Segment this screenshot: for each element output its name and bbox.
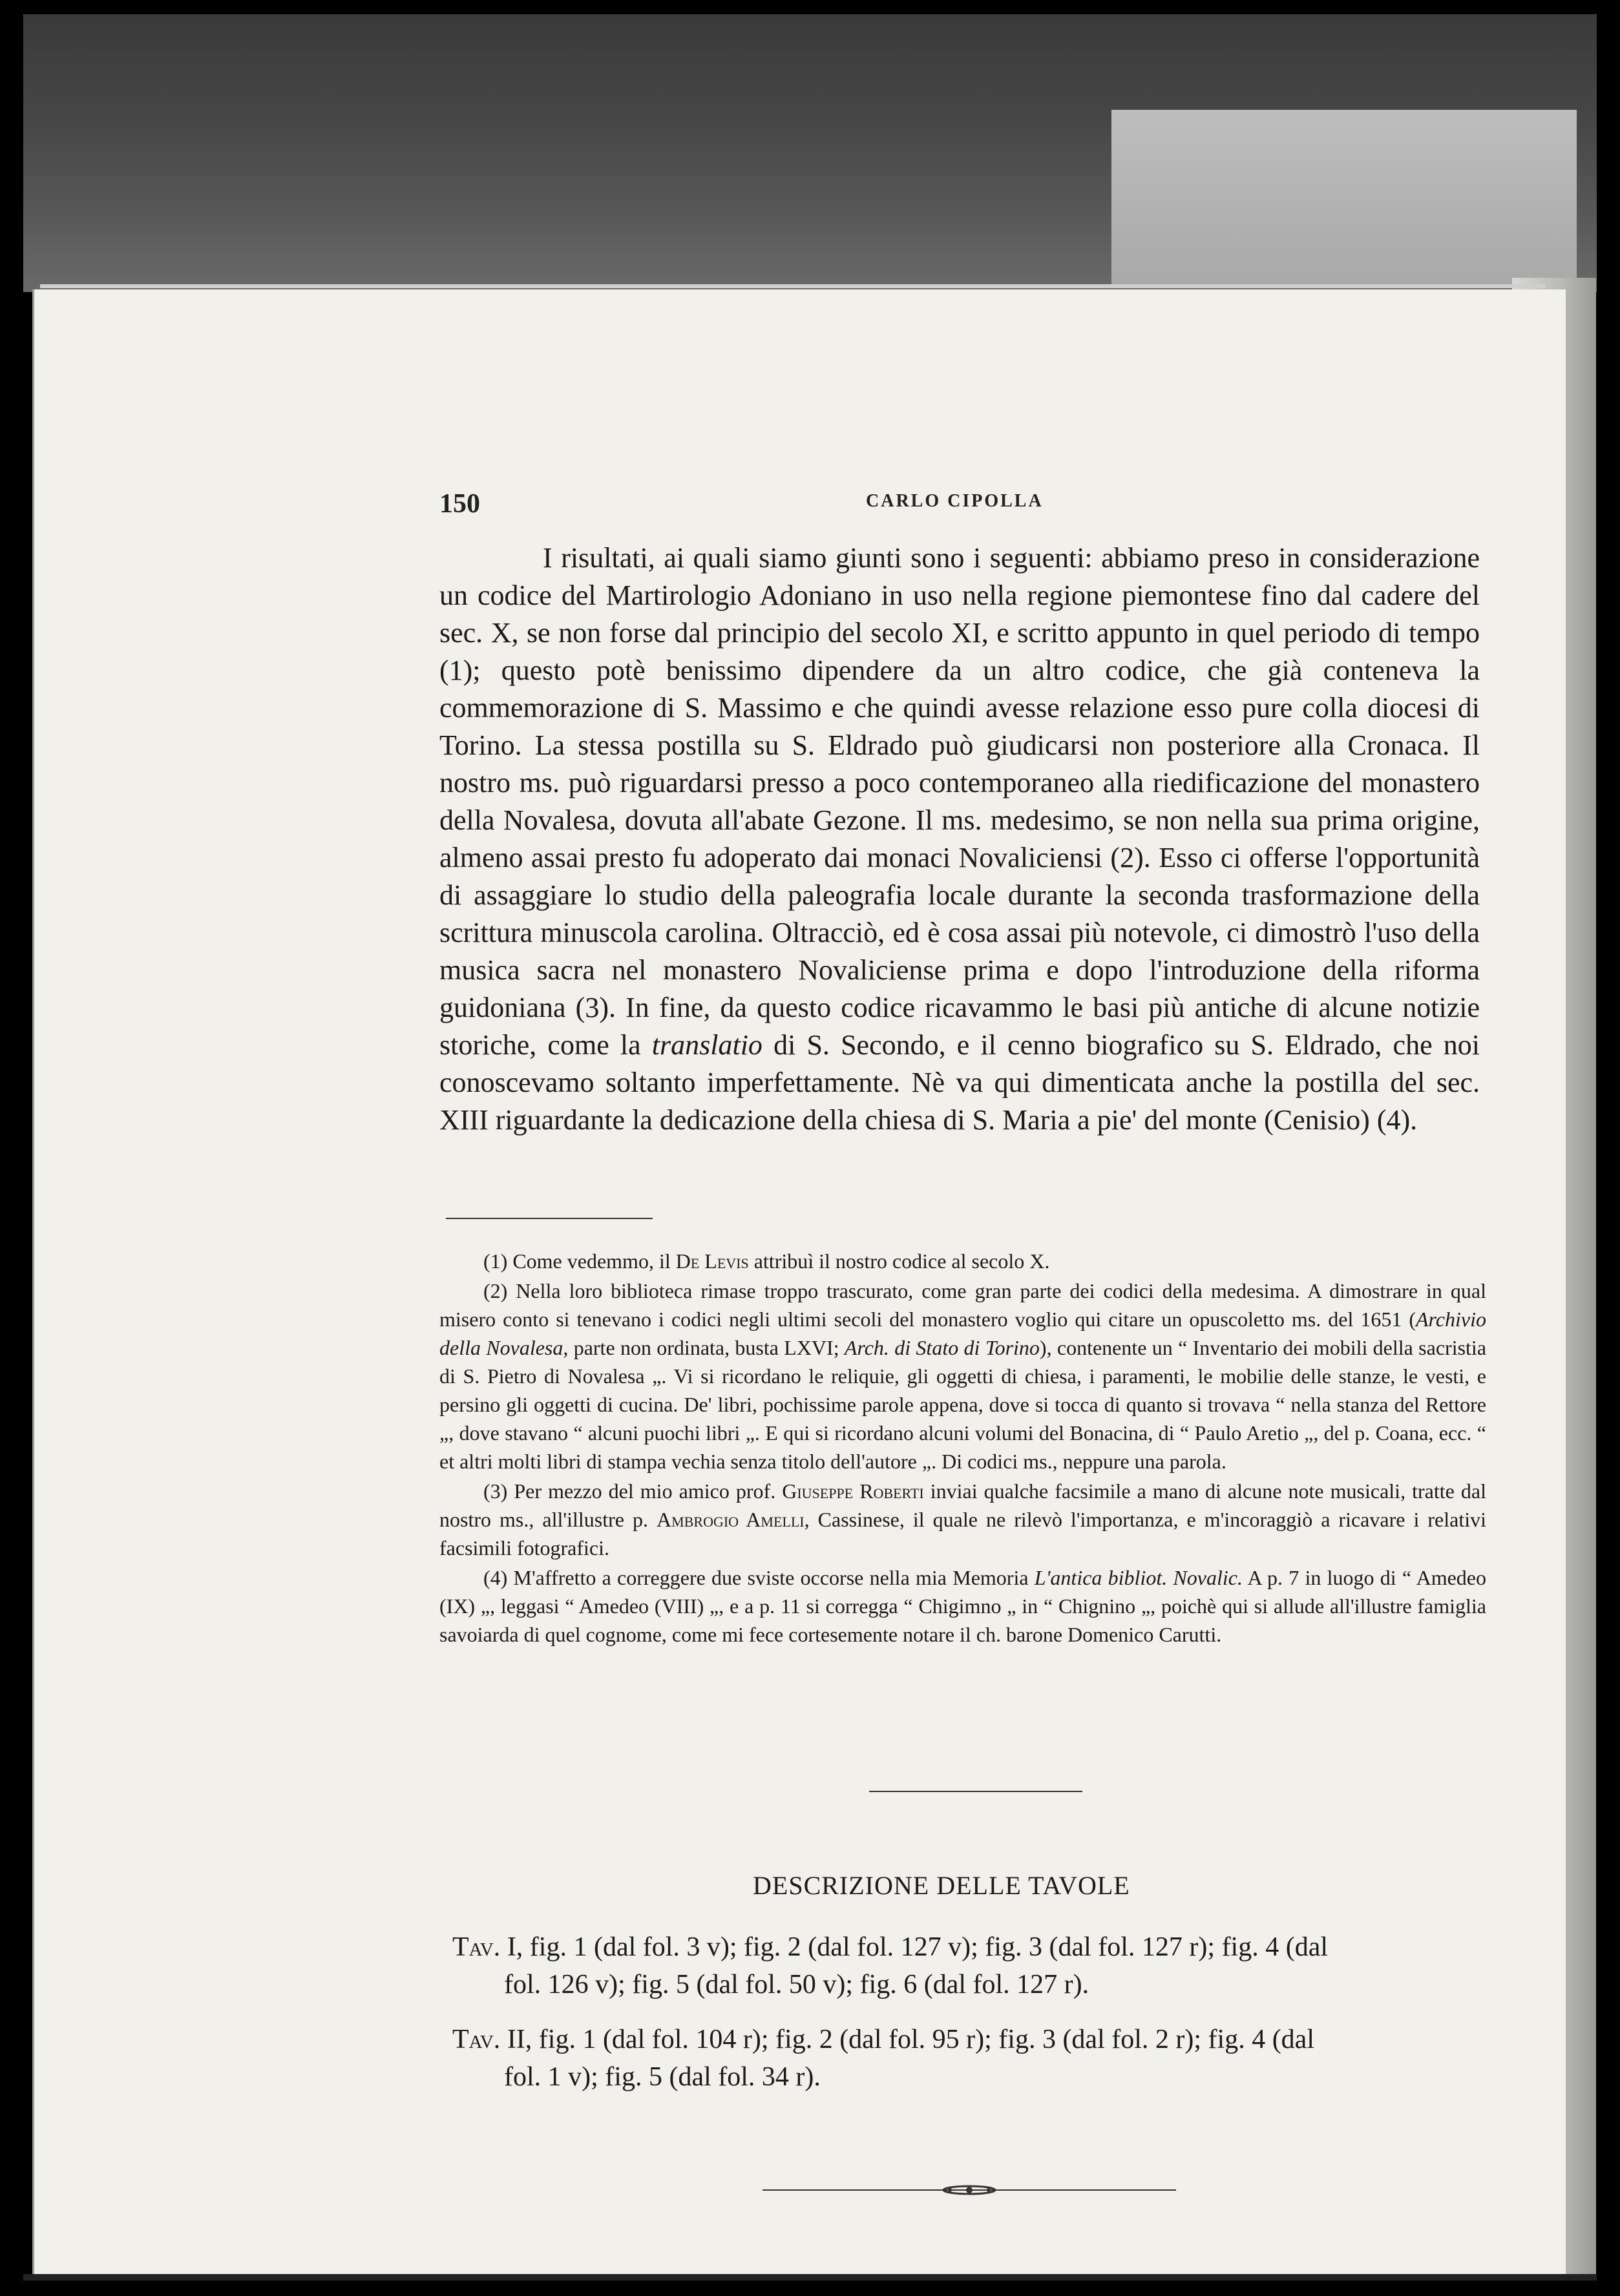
section-separator	[869, 1791, 1082, 1792]
footnote-2: (2) Nella loro biblioteca rimase troppo trascurato, come gran parte dei codici della medesima. A dimostrare in qual misero conto si tenevano i codici negli ultimi secoli del monastero voglio qui citare un opuscoletto ms. del 1651 (Archivio della Novalesa, parte non ordinata, busta LXVI; Arch. di Stato di Torino), contenente un “ Inventario dei mobili della sacristia di S. Pietro di Novalesa „. Vi si ricordano le reliquie, gli oggetti di chiesa, i paramenti, le mobilie delle stanze, le vesti, e persino gli oggetti di cucina. De' libri, pochissime parole appena, dove si tocca di quanto si trovava “ nella stanza del Rettore „, dove stavano “ alcuni puochi libri „. E qui si ricordano alcuni volumi del Bonacina, di “ Paulo Aretio „, del p. Coana, ecc. “ et altri molti libri di stampa vechia senza titolo dell'autore „. Di codici ms., neppure una parola.	[439, 1279, 1487, 1473]
footnote-separator	[446, 1218, 653, 1219]
page-number: 150	[439, 489, 480, 519]
paragraph-text: I risultati, ai quali siamo giunti sono i seguenti: abbiamo preso in considerazione un codice del Martirologio Adoniano in uso nella regione piemontese fino dal cadere del sec. X, se non forse dal principio del secolo XI, e scritto appunto in quel periodo di tempo (1); questo potè benissimo dipendere da un altro codice, che già conteneva la commemorazione di S. Massimo e che quindi avesse relazione esso pure colla diocesi di Torino. La stessa postilla su S. Eldrado può giudicarsi non posteriore alla Cronaca. Il nostro ms. può riguardarsi presso a poco contemporaneo alla riedificazione del monastero della Novalesa, dovuta all'abate Gezone. Il ms. medesimo, se non nella sua prima origine, almeno assai presto fu adoperato dai monaci Novaliciensi (2). Esso ci offerse l'opportunità di assaggiare lo studio della paleografia locale durante la seconda trasformazione della scrittura minuscola carolina. Oltracciò, ed è cosa assai più notevole, ci dimostrò l'uso della musica sacra nel monastero Novaliciense prima e dopo l'introduzione della riforma guidoniana (3). In fine, da questo codice ricavammo le basi più antiche di alcune notizie storiche, come la	[439, 542, 1480, 1061]
scan-light-patch	[1111, 110, 1577, 284]
footnotes	[439, 1247, 1486, 1650]
footnote-4: (4) M'affretto a correggere due sviste occorse nella mia Memoria L'antica bibliot. Novalic. A p. 7 in luogo di “ Amedeo (IX) „, leggasi “ Amedeo (VIII) „, e a p. 11 si corregga “ Chigimno „ in “ Chignino „, poichè qui si allude all'illustre famiglia savoiarda di quel cognome, come mi fece cortesemente notare il ch. barone Domenico Carutti.	[439, 1566, 1487, 1646]
plate-1-entry: Tav. I, fig. 1 (dal fol. 3 v); fig. 2 (dal fol. 127 v); fig. 3 (dal fol. 127 r); fig. 4 (dal fol. 126 v); fig. 5 (dal fol. 50 v); fig. 6 (dal fol. 127 r).	[452, 1932, 1329, 1999]
page-edge	[40, 284, 1546, 288]
ornament-rule	[763, 2184, 1176, 2197]
plate-2-entry: Tav. II, fig. 1 (dal fol. 104 r); fig. 2 (dal fol. 95 r); fig. 3 (dal fol. 2 r); fig. 4 (dal fol. 1 v); fig. 5 (dal fol. 34 r).	[452, 2025, 1314, 2092]
footnote-1: (1) Come vedemmo, il De Levis attribuì il nostro codice al secolo X.	[483, 1249, 1050, 1273]
running-head: CARLO CIPOLLA	[866, 491, 1044, 511]
main-paragraph	[439, 539, 1480, 1139]
footnote-3: (3) Per mezzo del mio amico prof. Giuseppe Roberti inviai qualche facsimile a mano di alcune note musicali, tratte dal nostro ms., all'illustre p. Ambrogio Amelli, Cassinese, il quale ne rilevò l'importanza, e m'incoraggiò a ricavare i relativi facsimili fotografici.	[439, 1479, 1487, 1560]
paragraph-text-end: di S. Secondo, e il cenno biografico su S. Eldrado, che noi conoscevamo soltanto imperfettamente. Nè va qui dimenticata anche la postilla del sec. XIII riguardante la dedicazione della chiesa di S. Maria a pie' del monte (Cenisio) (4).	[439, 1029, 1480, 1136]
scan-bottom-edge	[23, 2274, 1597, 2280]
italic-term: translatio	[651, 1029, 763, 1061]
page-header	[439, 488, 1486, 521]
plates-title: DESCRIZIONE DELLE TAVOLE	[753, 1871, 1130, 1900]
